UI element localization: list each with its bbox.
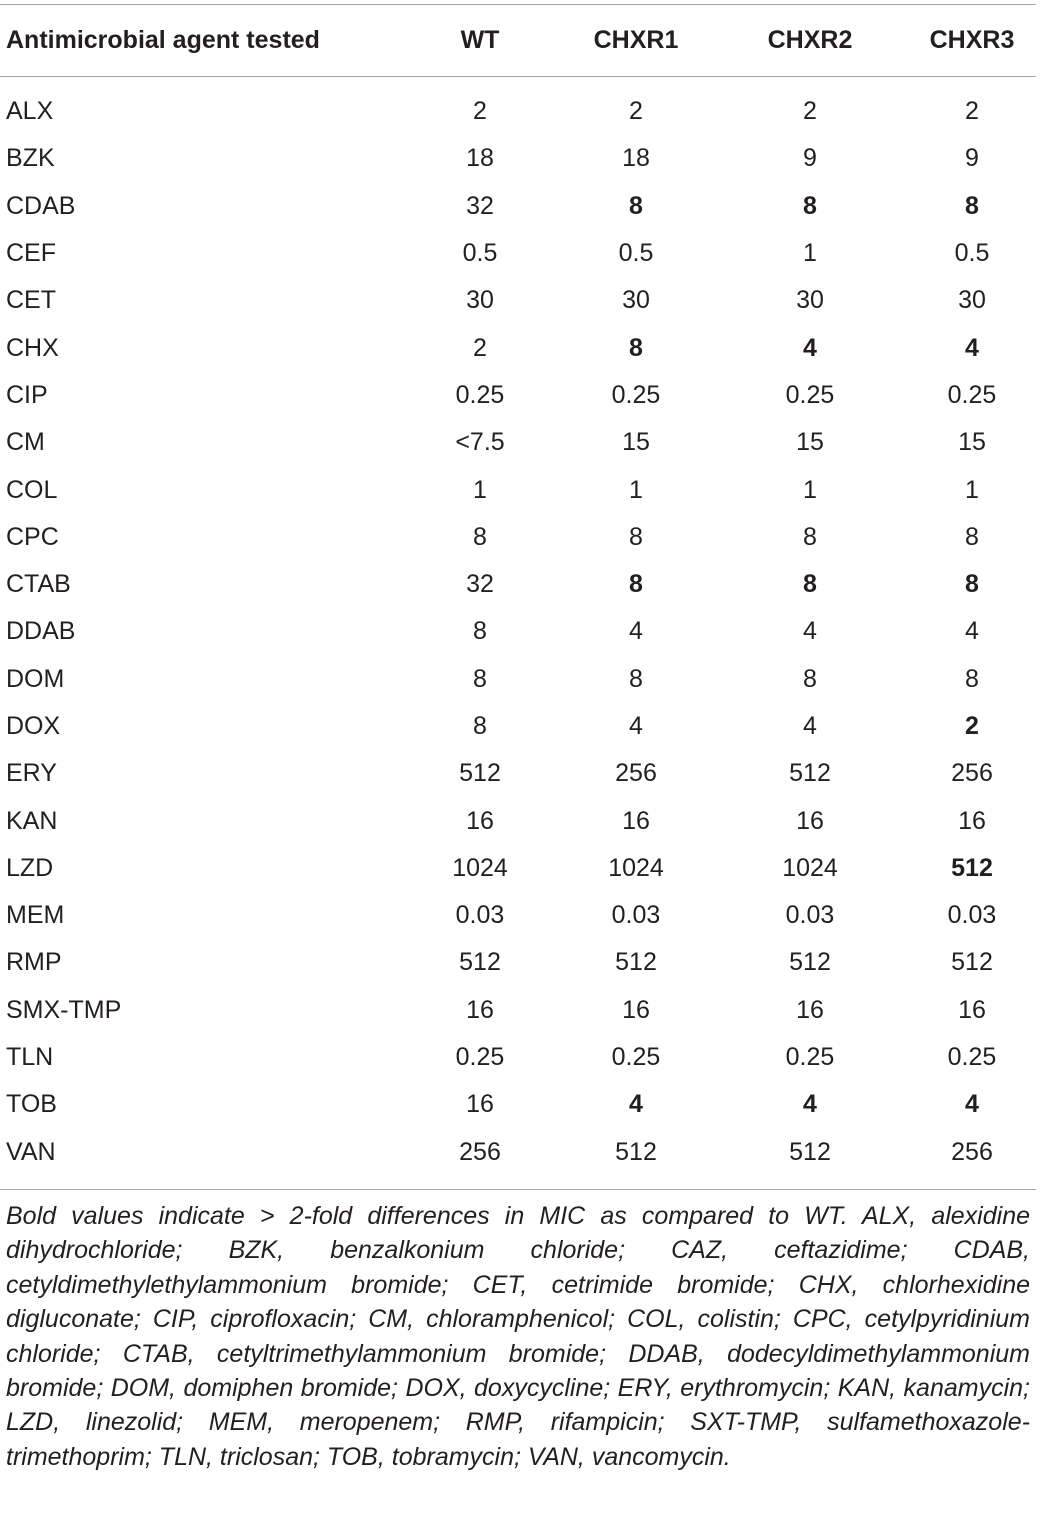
mic-value-cell (560, 183, 712, 230)
table-row (0, 466, 1036, 513)
mic-value-cell: 1 (629, 475, 643, 504)
mic-value-bold: 8 (965, 191, 979, 220)
mic-value-cell: 8 (629, 664, 643, 693)
agent-cell: CPC (6, 522, 59, 551)
mic-value-cell: 30 (796, 286, 824, 315)
mic-value-cell: 16 (466, 1090, 494, 1119)
mic-value-cell: 15 (622, 428, 650, 457)
mic-value-cell: 512 (459, 759, 501, 788)
table-row (0, 372, 1036, 419)
mic-value-cell: 512 (615, 1137, 657, 1166)
agent-cell: LZD (6, 853, 54, 882)
mic-value-cell: 4 (965, 617, 979, 646)
mic-value-cell: 30 (466, 286, 494, 315)
mic-value-cell: 8 (803, 664, 817, 693)
mic-value-cell: 2 (629, 97, 643, 126)
mic-value-cell: 8 (473, 712, 487, 740)
table-row (0, 703, 1036, 750)
mic-value-cell: 0.25 (455, 1043, 505, 1072)
mic-value-cell: 16 (622, 995, 650, 1024)
mic-value-cell: 16 (466, 995, 494, 1024)
mic-value-cell: 8 (629, 522, 643, 551)
mic-value-cell: 8 (965, 522, 979, 551)
agent-cell: DOX (6, 712, 61, 740)
mic-value-cell: 0.25 (455, 380, 505, 409)
mic-value-bold: 4 (803, 333, 817, 362)
header-spacer (0, 64, 1036, 88)
agent-cell: TLN (6, 1043, 54, 1072)
mic-value-bold: 8 (629, 570, 643, 599)
mic-value-cell: 32 (466, 191, 494, 220)
mic-value-cell: 2 (473, 97, 487, 126)
agent-cell: ALX (6, 97, 54, 126)
agent-cell: DOM (6, 664, 65, 693)
mic-value-cell: 512 (789, 1137, 831, 1166)
mic-value-cell: 0.03 (455, 901, 505, 930)
mic-value-cell: 0.03 (611, 901, 661, 930)
table-row (0, 845, 1036, 892)
table-bottom-rule (0, 1189, 1036, 1190)
mic-value-cell: 16 (958, 995, 986, 1024)
column-header-chxr2: CHXR2 (767, 25, 853, 54)
agent-cell: KAN (6, 806, 58, 835)
mic-value-cell: 1024 (608, 853, 664, 882)
agent-cell: CHX (6, 333, 59, 362)
mic-value-cell (560, 1081, 712, 1128)
mic-value-cell (712, 324, 908, 371)
mic-value-bold: 8 (803, 191, 817, 220)
agent-cell: RMP (6, 948, 62, 977)
mic-value-cell: 512 (951, 948, 993, 977)
mic-value-cell: 0.25 (611, 380, 661, 409)
mic-value-cell: 0.03 (947, 901, 997, 930)
column-header-chxr1: CHXR1 (593, 25, 679, 54)
agent-cell: CEF (6, 239, 56, 268)
table-row (0, 324, 1036, 371)
mic-value-cell: 1 (965, 475, 979, 504)
mic-value-cell: 0.25 (785, 380, 835, 409)
mic-value-cell: 1024 (452, 853, 508, 882)
mic-value-cell: 0.03 (785, 901, 835, 930)
mic-value-cell (908, 561, 1036, 608)
mic-value-cell: 512 (459, 948, 501, 977)
mic-value-cell: 8 (473, 664, 487, 693)
agent-cell: DDAB (6, 617, 76, 646)
agent-cell: CIP (6, 380, 48, 409)
column-header-agent: Antimicrobial agent tested (6, 25, 320, 54)
mic-value-bold: 8 (629, 333, 643, 362)
mic-value-cell (560, 324, 712, 371)
agent-cell: TOB (6, 1090, 57, 1119)
table-row (0, 514, 1036, 561)
table-row (0, 1034, 1036, 1081)
table-row (0, 419, 1036, 466)
mic-value-cell: 4 (629, 617, 643, 646)
mic-value-bold: 8 (629, 191, 643, 220)
table-row (0, 88, 1036, 135)
mic-value-cell: 16 (958, 806, 986, 835)
mic-value-cell: 32 (466, 570, 494, 599)
mic-value-cell: 2 (473, 333, 487, 362)
mic-value-cell: 2 (965, 97, 979, 126)
table-row (0, 277, 1036, 324)
table-row (0, 561, 1036, 608)
mic-value-cell: 0.5 (618, 239, 654, 268)
mic-value-bold: 4 (965, 1090, 979, 1119)
mic-value-cell: 4 (629, 712, 643, 740)
table-row (0, 656, 1036, 703)
mic-value-cell: 30 (622, 286, 650, 315)
mic-value-cell (712, 1081, 908, 1128)
agent-cell: CET (6, 286, 56, 315)
mic-value-cell: 16 (796, 806, 824, 835)
mic-value-cell: 256 (459, 1137, 501, 1166)
mic-value-cell: 9 (803, 144, 817, 173)
agent-cell: VAN (6, 1137, 56, 1166)
mic-value-cell: 8 (473, 522, 487, 551)
mic-value-bold: 4 (629, 1090, 643, 1119)
mic-value-cell (908, 324, 1036, 371)
table-row (0, 1081, 1036, 1128)
mic-value-cell: 512 (789, 759, 831, 788)
table-row (0, 1129, 1036, 1176)
mic-value-cell: 1 (803, 239, 817, 268)
mic-value-cell: 256 (951, 1137, 993, 1166)
mic-value-cell: 0.5 (462, 239, 498, 268)
mic-value-cell (908, 845, 1036, 892)
header-row (0, 16, 1036, 64)
mic-value-cell: 15 (958, 428, 986, 457)
table-row (0, 797, 1036, 844)
mic-value-cell: 0.25 (947, 1043, 997, 1072)
mic-value-cell: 18 (622, 144, 650, 173)
table-row (0, 892, 1036, 939)
mic-value-cell: 18 (466, 144, 494, 173)
table-body (0, 88, 1036, 1176)
mic-value-cell: 4 (803, 617, 817, 646)
mic-value-bold: 8 (803, 570, 817, 599)
mic-value-cell: 4 (803, 712, 817, 740)
mic-value-cell: 30 (958, 286, 986, 315)
agent-cell: SMX-TMP (6, 995, 122, 1024)
mic-value-cell: 0.25 (611, 1043, 661, 1072)
mic-value-cell (908, 1081, 1036, 1128)
header-spacer-cell (0, 64, 1036, 88)
mic-value-cell (908, 703, 1036, 750)
mic-value-cell: 1024 (782, 853, 838, 882)
mic-value-cell: 2 (803, 97, 817, 126)
mic-value-cell: 15 (796, 428, 824, 457)
mic-value-cell: 256 (951, 759, 993, 788)
mic-value-cell: 1 (473, 475, 487, 504)
mic-value-cell: 0.5 (954, 239, 990, 268)
mic-table (0, 16, 1036, 1176)
table-header (0, 16, 1036, 88)
mic-value-bold: 8 (965, 570, 979, 599)
mic-value-cell: 0.25 (947, 380, 997, 409)
mic-value-bold: 4 (965, 333, 979, 362)
table-row (0, 183, 1036, 230)
table-top-rule (0, 4, 1036, 5)
mic-value-cell: 8 (473, 617, 487, 646)
table-row (0, 135, 1036, 182)
mic-value-cell: 16 (622, 806, 650, 835)
column-header-wt: WT (460, 25, 500, 54)
table-row (0, 987, 1036, 1034)
table-row (0, 230, 1036, 277)
mic-value-cell: <7.5 (455, 428, 505, 457)
mic-value-bold: 512 (951, 853, 993, 882)
mic-value-cell: 16 (466, 806, 494, 835)
column-header-chxr3: CHXR3 (929, 25, 1015, 54)
mic-value-cell (908, 183, 1036, 230)
mic-value-bold: 2 (965, 712, 979, 740)
table-row (0, 608, 1036, 655)
mic-value-cell: 16 (796, 995, 824, 1024)
agent-cell: ERY (6, 759, 57, 788)
agent-cell: MEM (6, 901, 65, 930)
mic-value-cell (712, 561, 908, 608)
mic-value-cell (712, 183, 908, 230)
mic-value-cell: 0.25 (785, 1043, 835, 1072)
agent-cell: COL (6, 475, 58, 504)
table-row (0, 750, 1036, 797)
agent-cell: CTAB (6, 570, 71, 599)
agent-cell: CDAB (6, 191, 76, 220)
agent-cell: BZK (6, 144, 55, 173)
mic-value-cell: 1 (803, 475, 817, 504)
mic-value-cell (560, 561, 712, 608)
table-footnote: Bold values indicate > 2-fold differences in MIC as compared to WT. ALX, alexidine dihydrochloride; BZK, benzalkonium chloride; CAZ, ceftazidime; CDAB, cetyldimethylethylammonium bromide; CET, cetrimide bromide; CHX, chlorhexidine digluconate; CIP, ciprofloxacin; CM, chloramphenicol; COL, colistin; CPC, cetylpyridinium chloride; CTAB, cetyltrimethylammonium bromide; DDAB, dodecyldimethylammonium bromide; DOM, domiphen bromide; DOX, doxycycline; ERY, erythromycin; KAN, kanamycin; LZD, linezolid; MEM, meropenem; RMP, rifampicin; SXT-TMP, sulfamethoxazole-trimethoprim; TLN, triclosan; TOB, tobramycin; VAN, vancomycin. (6, 1202, 1030, 1471)
mic-value-cell: 8 (803, 522, 817, 551)
agent-cell: CM (6, 428, 45, 457)
mic-value-bold: 4 (803, 1090, 817, 1119)
table-row (0, 939, 1036, 986)
mic-value-cell: 512 (615, 948, 657, 977)
mic-value-cell: 9 (965, 144, 979, 173)
mic-value-cell: 8 (965, 664, 979, 693)
mic-value-cell: 512 (789, 948, 831, 977)
mic-value-cell: 256 (615, 759, 657, 788)
